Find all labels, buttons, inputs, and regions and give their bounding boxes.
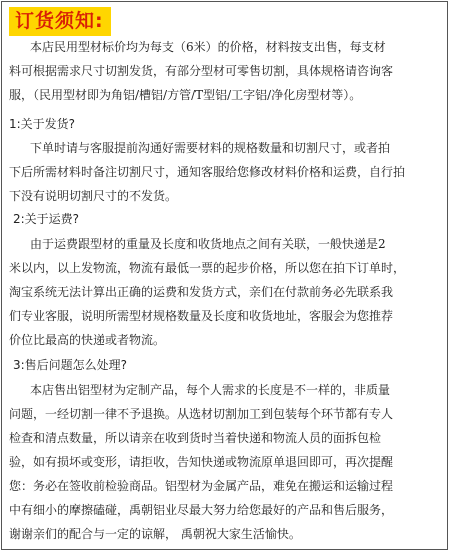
section2-line-5: 价位比最高的快递或者物流。: [9, 333, 166, 347]
section3-line-7: 谢谢亲们的配合与一定的谅解， 禹朝祝大家生活愉快。: [9, 527, 301, 541]
section3-line-2: 问题，一经切割一律不予退换。从选材切割加工到包装每个环节都有专人: [9, 407, 394, 421]
intro-line-1: 本店民用型材标价均为每支（6米）的价格，材料按支出售，每支材: [30, 40, 386, 54]
section3-line-1: 本店售出铝型材为定制产品，每个人需求的长度是不一样的，非质量: [30, 383, 391, 397]
section3-line-4: 验，如有损坏或变形，请拒收，告知快递或物流原单退回即可，再次提醒: [9, 455, 394, 469]
section2-line-3: 淘宝系统无法计算出正确的运费和发货方式，亲们在付款前务必先联系我: [9, 285, 394, 299]
section3-line-5: 您：务必在签收前检验商品。铝型材为金属产品，难免在搬运和运输过程: [9, 479, 394, 493]
section1-line-3: 下没有说明切割尺寸的不发货。: [9, 189, 178, 203]
section1-line-1: 下单时请与客服提前沟通好需要材料的规格数量和切割尺寸，或者拍: [30, 141, 391, 155]
intro-line-2: 料可根据需求尺寸切割发货，有部分型材可零售切割，具体规格请咨询客: [9, 64, 394, 78]
section-heading-shipping: 1:关于发货?: [9, 117, 76, 131]
section2-line-2: 米以内，以上发物流，物流有最低一票的起步价格，所以您在拍下订单时，: [9, 261, 406, 275]
section-heading-after-sales: 3:售后问题怎么处理?: [13, 358, 128, 372]
section3-line-3: 检查和清点数量，所以请亲在收到货时当着快递和物流人员的面拆包检: [9, 431, 382, 445]
section2-line-4: 们专业客服，说明所需型材规格数量及长度和收货地址，客服会为您推荐: [9, 309, 394, 323]
intro-line-3: 服，（民用型材即为角铝/槽铝/方管/T型铝/工字铝/净化房型材等）。: [9, 88, 362, 102]
section1-line-2: 下后所需材料时备注切割尺寸，通知客服给您修改材料价格和运费，自行拍: [9, 165, 406, 179]
section3-line-6: 中有细小的摩擦磕碰，禹朝铝业尽最大努力给您最好的产品和售后服务，: [9, 503, 394, 517]
section-heading-freight: 2:关于运费?: [13, 212, 80, 226]
page-title: 订货须知:: [9, 7, 111, 36]
section2-line-1: 由于运费跟型材的重量及长度和收货地点之间有关联，一般快递是2: [30, 237, 386, 251]
